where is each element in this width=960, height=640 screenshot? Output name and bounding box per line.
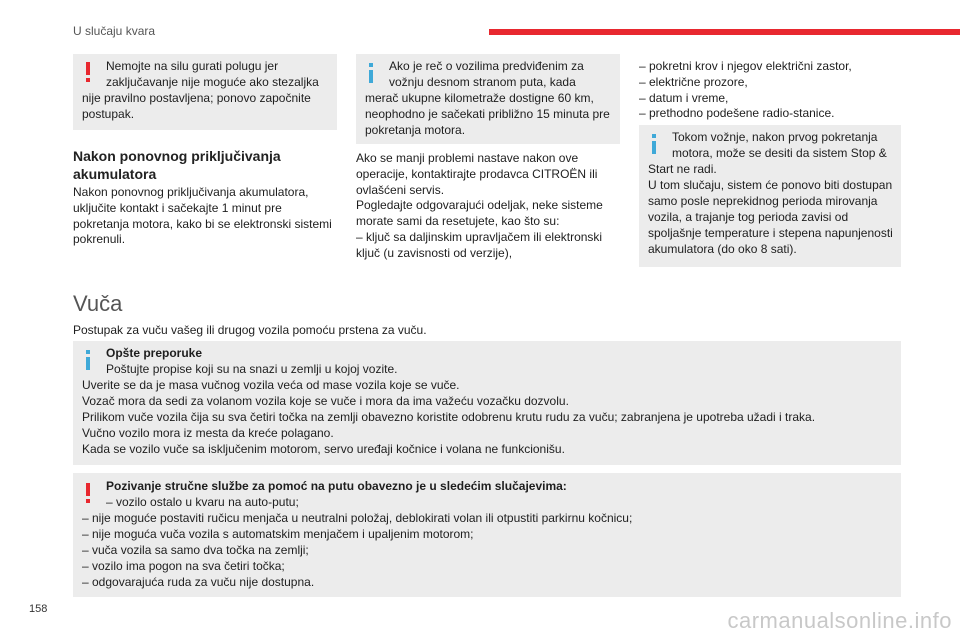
info-line: U tom slučaju, sistem će ponovo biti dostupan — [648, 178, 893, 192]
subheading-reconnect: Nakon ponovnog priključivanja akumulatora — [73, 148, 281, 182]
info-line: vozila, a trajanje tog perioda zavisi od — [648, 210, 849, 224]
warning-line: postupak. — [82, 107, 135, 121]
professional-line: – odgovarajuća ruda za vuču nije dostupna. — [82, 575, 315, 589]
professional-line: – vozilo ima pogon na sva četiri točka; — [82, 559, 285, 573]
page-number: 158 — [29, 603, 48, 615]
general-line: Vozač mora da sedi za volanom vozila koje se vuče i mora da ima važeću vozačku dozvolu. — [82, 394, 569, 408]
section-title: Vuča — [73, 291, 123, 316]
info-line: vožnju desnom stranom puta, kada — [389, 75, 576, 89]
problems-body: Ako se manji problemi nastave nakon ove operacije, kontaktirajte prodavca CITROËN ili ovlašćeni servis. Pogledajte odgovarajući odeljak, neke sisteme morate sami da resetujete, kao što su: – ključ sa daljinskim upravljačem ili elektronski ključ (u zavisnosti od verzije), — [356, 151, 603, 260]
info-box-stop-start — [639, 125, 901, 267]
info-line: Ako je reč o vozilima predviđenim za — [389, 59, 584, 73]
info-box-general-recommendations — [73, 341, 901, 465]
info-line: merač ukupne kilometraže dostigne 60 km, — [365, 91, 594, 105]
warning-line: Nemojte na silu gurati polugu jer — [106, 59, 279, 73]
info-line: spoljašnje temperature i stepena napunjenosti — [648, 226, 893, 240]
general-line: Prilikom vuče vozila čija su sva četiri točka na zemlji obavezno koristite odobrenu krutu rudu za vuču; zabranjena je upotreba užadi i traka. — [82, 410, 816, 424]
reconnect-body: Nakon ponovnog priključivanja akumulatora, uključite kontakt i sačekajte 1 minut pre pokretanja motora, kako bi se elektronski sistemi pokrenuli. — [73, 185, 332, 247]
general-title: Opšte preporuke — [106, 346, 203, 360]
reset-systems-list: – pokretni krov i njegov električni zastor, – električne prozore, – datum i vreme, – prethodno podešene radio-stanice. — [639, 59, 852, 121]
warning-box-lever — [73, 54, 337, 130]
info-line: samo posle neprekidnog perioda mirovanja — [648, 194, 878, 208]
warning-line: nije pravilno postavljena; ponovo započnite — [82, 91, 311, 105]
professional-line: – nije moguće postaviti ručicu menjača u neutralni položaj, deblokirati volan ili otpustiti parkirnu kočnicu; — [82, 511, 633, 525]
watermark: carmanualsonline.info — [727, 608, 952, 633]
info-line: Tokom vožnje, nakon prvog pokretanja — [672, 130, 878, 144]
info-line: akumulatora (do oko 8 sati). — [648, 242, 797, 256]
professional-title: Pozivanje stručne službe za pomoć na putu obavezno je u sledećim slučajevima: — [106, 479, 567, 493]
info-box-right-hand-drive — [356, 54, 620, 144]
professional-line: – vozilo ostalo u kvaru na auto-putu; — [106, 495, 299, 509]
page-header-title: U slučaju kvara — [73, 24, 156, 38]
general-line: Poštujte propise koji su na snazi u zemlji u kojoj vozite. — [106, 362, 398, 376]
general-line: Vučno vozilo mora iz mesta da kreće polagano. — [82, 426, 334, 440]
info-line: pokretanja motora. — [365, 123, 466, 137]
info-line: neophodno je sačekati približno 15 minuta pre — [365, 107, 610, 121]
info-line: motora, može se desiti da sistem Stop & — [672, 146, 887, 160]
professional-line: – nije moguća vuča vozila s automatskim menjačem i upaljenim motorom; — [82, 527, 474, 541]
warning-box-professional-assistance — [73, 473, 901, 597]
warning-line: zaključavanje nije moguće ako stezaljka — [106, 75, 319, 89]
general-line: Uverite se da je masa vučnog vozila veća od mase vozila koje se vuče. — [82, 378, 460, 392]
info-line: Start ne radi. — [648, 162, 717, 176]
header-accent-bar — [489, 29, 960, 35]
general-line: Kada se vozilo vuče sa isključenim motorom, servo uređaji kočnice i volana ne funkcionišu. — [82, 442, 565, 456]
professional-line: – vuča vozila sa samo dva točka na zemlji; — [82, 543, 309, 557]
section-intro: Postupak za vuču vašeg ili drugog vozila pomoću prstena za vuču. — [73, 323, 427, 337]
